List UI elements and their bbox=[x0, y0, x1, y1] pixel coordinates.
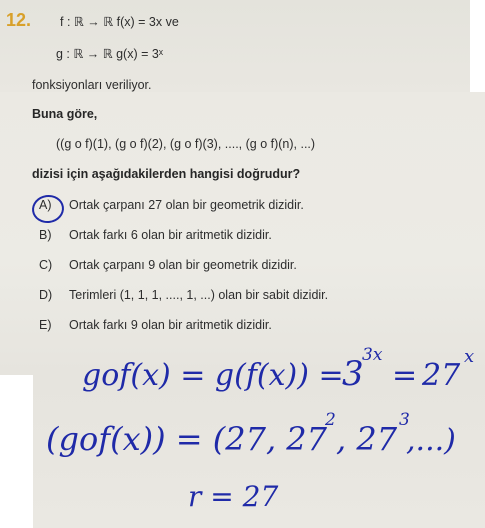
option-b-text[interactable]: Ortak farkı 6 olan bir aritmetik dizidir. bbox=[69, 228, 272, 242]
option-a-label[interactable]: A) bbox=[39, 198, 52, 212]
option-c-text[interactable]: Ortak çarpanı 9 olan bir geometrik dizidir. bbox=[69, 258, 297, 272]
option-b-label[interactable]: B) bbox=[39, 228, 52, 242]
svg-text:x: x bbox=[464, 346, 475, 367]
option-d-label[interactable]: D) bbox=[39, 288, 53, 302]
handwritten-line-3 bbox=[188, 480, 278, 513]
option-d-text[interactable]: Terimleri (1, 1, 1, ...., 1, ...) olan bir sabit dizidir. bbox=[69, 288, 329, 302]
sequence-text: ((g o f)(1), (g o f)(2), (g o f)(3), ...., (g o f)(n), ...) bbox=[56, 137, 316, 151]
option-e-text[interactable]: Ortak farkı 9 olan bir aritmetik dizidir. bbox=[69, 318, 272, 332]
svg-text:3x: 3x bbox=[362, 345, 383, 365]
svg-text:3: 3 bbox=[342, 354, 364, 394]
svg-text:2: 2 bbox=[325, 410, 336, 430]
handwritten-line-1 bbox=[82, 345, 474, 394]
svg-text:=: = bbox=[392, 358, 418, 393]
f-definition: f : ℝ → ℝ f(x) = 3x ve bbox=[60, 15, 179, 29]
given-text: fonksiyonları veriliyor. bbox=[32, 78, 152, 92]
option-e-label[interactable]: E) bbox=[39, 318, 52, 332]
handwritten-line-2 bbox=[46, 410, 456, 458]
question-number: 12. bbox=[6, 10, 32, 30]
prompt-text: dizisi için aşağıdakilerden hangisi doğrudur? bbox=[32, 167, 301, 181]
option-a-text[interactable]: Ortak çarpanı 27 olan bir geometrik dizidir. bbox=[69, 198, 304, 212]
lead-text: Buna göre, bbox=[32, 107, 98, 121]
option-c-label[interactable]: C) bbox=[39, 258, 53, 272]
svg-text:(gof(x)) = (27, 27: (gof(x)) = (27, 27 bbox=[46, 420, 327, 458]
g-definition: g : ℝ → ℝ g(x) = 3ˣ bbox=[56, 47, 163, 61]
svg-text:gof(x) = g(f(x)) =: gof(x) = g(f(x)) = bbox=[82, 358, 344, 393]
svg-text:3: 3 bbox=[399, 410, 410, 430]
svg-text:r = 27: r = 27 bbox=[188, 480, 279, 513]
svg-text:, 27: , 27 bbox=[336, 420, 398, 458]
svg-text:,...): ,...) bbox=[406, 423, 456, 458]
svg-text:27: 27 bbox=[422, 358, 461, 393]
